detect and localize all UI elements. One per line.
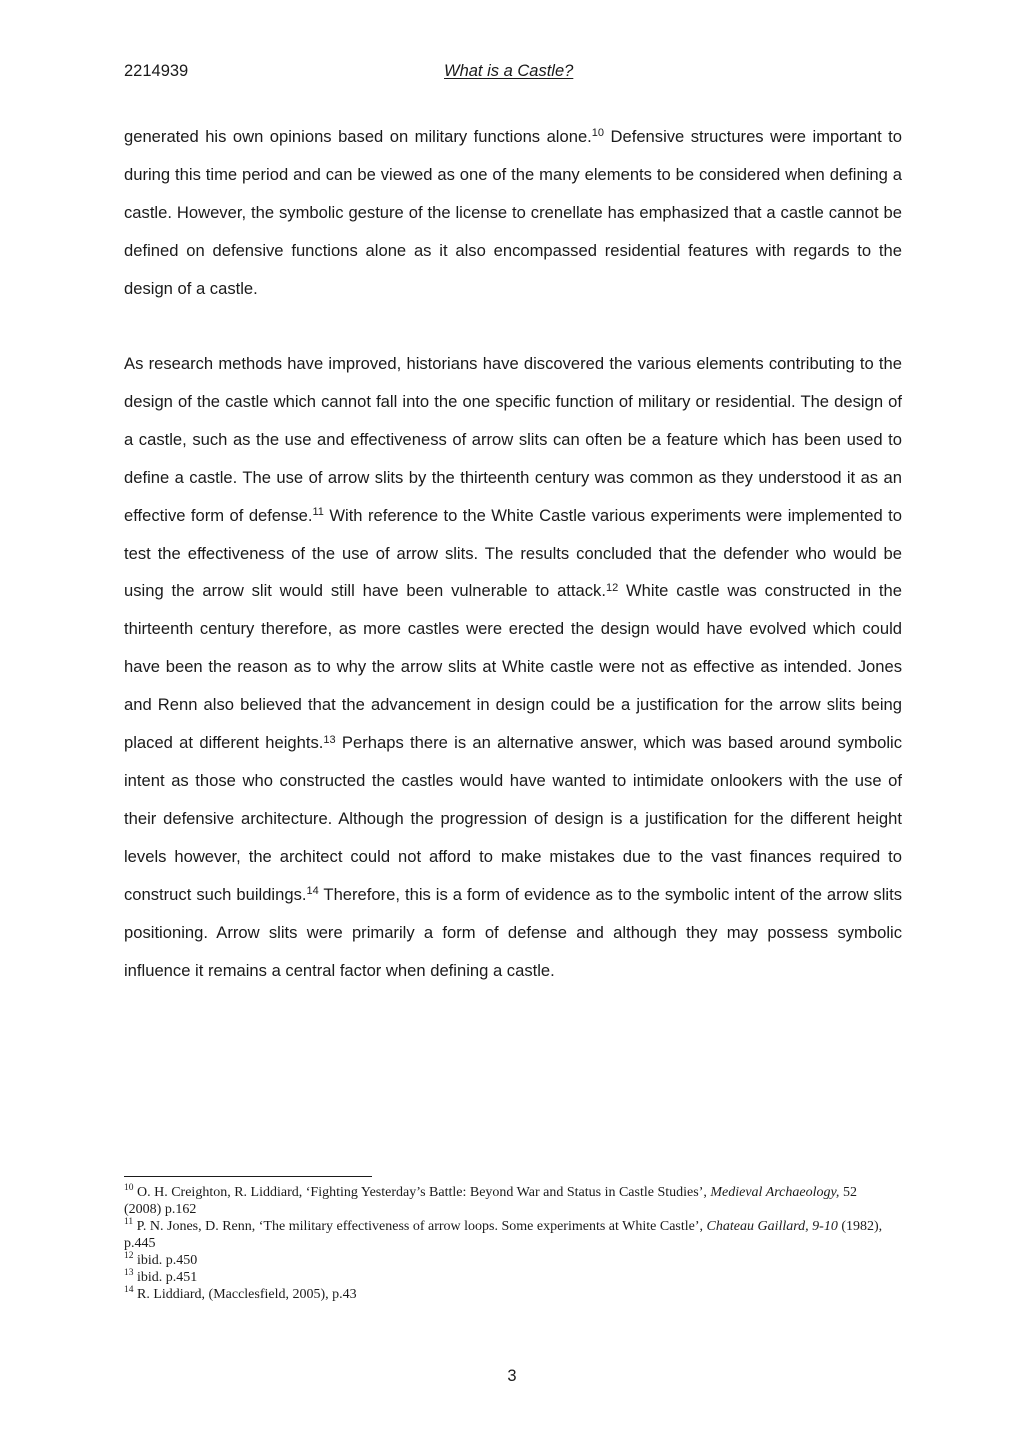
- text-run: O. H. Creighton, R. Liddiard, ‘Fighting Yesterday’s Battle: Beyond War and Status in Castle Studies’,: [137, 1185, 711, 1200]
- footnote-number: 12: [124, 1251, 134, 1262]
- text-run: With reference to the White Castle various experiments were implemented to test the effectiveness of the use of arrow slits. The results concluded that the defender who would be using the arrow slit would still have been vulnerable to attack.: [124, 505, 902, 601]
- paragraph: [124, 345, 902, 989]
- text-run: generated his own opinions based on military functions alone.: [124, 127, 592, 146]
- footnote: [124, 1269, 884, 1286]
- text-run: White castle was constructed in the thirteenth century therefore, as more castles were erected the design would have evolved which could have been the reason as to why the arrow slits at White castle were not as effective as intended. Jones and Renn also believed that the advancement in design could be a justification for the arrow slits being placed at different heights.: [124, 581, 902, 753]
- student-id: 2214939: [124, 62, 189, 80]
- document-title: What is a Castle?: [444, 62, 574, 80]
- text-run: ibid. p.451: [137, 1270, 198, 1285]
- footnote-reference: 11: [312, 506, 324, 519]
- text-run: ibid. p.450: [137, 1253, 198, 1268]
- text-run: P. N. Jones, D. Renn, ‘The military effectiveness of arrow loops. Some experiments at White Castle’,: [136, 1219, 707, 1234]
- text-run: (1982), p.445: [124, 1219, 883, 1251]
- page-header: [124, 62, 902, 86]
- text-run: Defensive structures were important to during this time period and can be viewed as one of the many elements to be considered when defining a castle. However, the symbolic gesture of the license to crenellate has emphasized that a castle cannot be defined on defensive functions alone as it also encompassed residential features with regards to the design of a castle.: [124, 127, 902, 298]
- footnote: [124, 1218, 884, 1252]
- italic-text: Chateau Gaillard, 9-10: [706, 1219, 838, 1234]
- text-run: Perhaps there is an alternative answer, which was based around symbolic intent as those who constructed the castles would have wanted to intimidate onlookers with the use of their defensive architecture. Although the progression of design is a justification for the different height levels however, the architect could not afford to make mistakes due to the vast finances required to construct such buildings.: [124, 733, 902, 904]
- page-number: 3: [507, 1367, 517, 1385]
- italic-text: Medieval Archaeology,: [710, 1185, 840, 1200]
- text-run: R. Liddiard, (Macclesfield, 2005), p.43: [137, 1287, 357, 1302]
- footnote-reference: 14: [306, 885, 319, 898]
- footnote-number: 13: [124, 1268, 134, 1279]
- footnote-reference: 12: [605, 581, 619, 594]
- footnotes: [124, 1184, 884, 1303]
- text-run: 52 (2008) p.162: [124, 1185, 857, 1217]
- text-run: As research methods have improved, historians have discovered the various elements contributing to the design of the castle which cannot fall into the one specific function of military or residential. The design of a castle, such as the use and effectiveness of arrow slits can often be a feature which has been used to define a castle. The use of arrow slits by the thirteenth century was common as they understood it as an effective form of defense.: [124, 354, 902, 525]
- footnote: [124, 1252, 884, 1269]
- footnote-separator: [124, 1176, 372, 1177]
- text-run: Therefore, this is a form of evidence as to the symbolic intent of the arrow slits positioning. Arrow slits were primarily a form of defense and although they may possess symbolic influence it remains a central factor when defining a castle.: [124, 884, 902, 980]
- paragraph: [124, 118, 902, 308]
- footnote: [124, 1286, 884, 1303]
- footnote-reference: 13: [323, 733, 336, 746]
- footnote-number: 10: [124, 1183, 134, 1194]
- footnote-reference: 10: [591, 127, 605, 140]
- footnote-number: 14: [124, 1285, 134, 1296]
- footnote: [124, 1184, 884, 1218]
- footnote-number: 11: [124, 1217, 134, 1228]
